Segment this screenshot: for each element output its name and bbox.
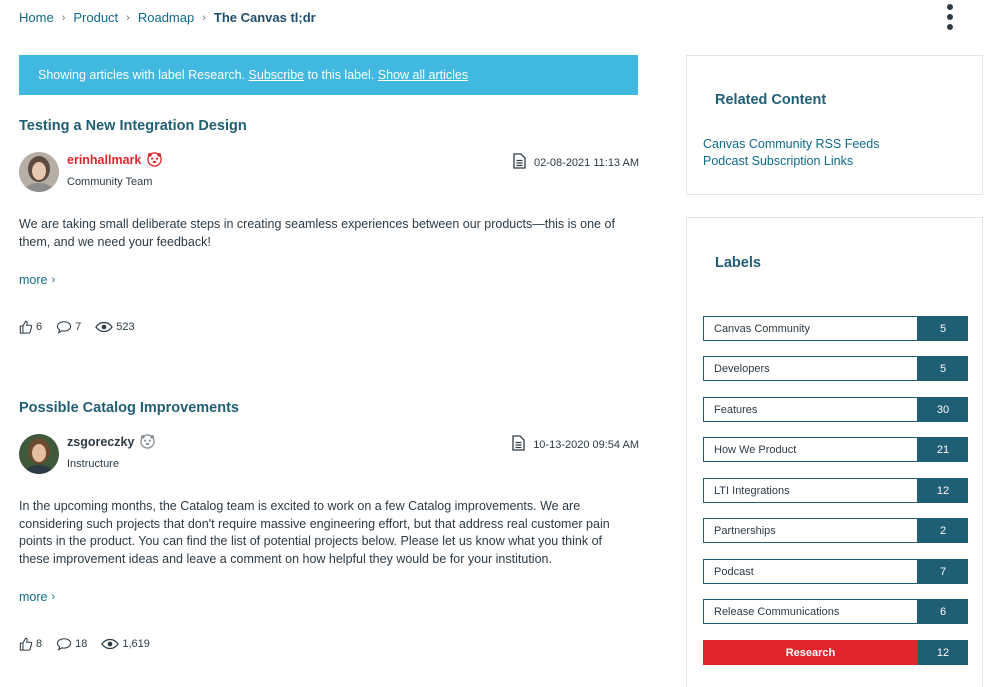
label-partnerships[interactable]: [703, 518, 968, 543]
label-release-communications[interactable]: [703, 599, 968, 624]
article-stats: [19, 320, 149, 334]
article-date: 10-13-2020 09:54 AM: [533, 438, 639, 451]
labels-panel: [686, 217, 983, 687]
comment-stat[interactable]: [56, 637, 87, 651]
author-name[interactable]: zsgoreczky: [67, 434, 135, 449]
rank-badge-icon: [140, 434, 155, 449]
like-stat[interactable]: [19, 320, 42, 334]
show-all-articles-link[interactable]: Show all articles: [377, 68, 469, 82]
label-count: 2: [918, 518, 968, 543]
label-features[interactable]: [703, 397, 968, 422]
comment-count: 7: [75, 321, 82, 333]
article-excerpt: We are taking small deliberate steps in creating seamless experiences between our products—this is one of them, and we need your feedback!: [19, 217, 615, 249]
related-content-panel: [686, 55, 983, 195]
label-count: 21: [918, 437, 968, 462]
chevron-right-icon: ›: [126, 11, 130, 24]
label-name: Partnerships: [703, 518, 918, 543]
label-name: Developers: [703, 356, 918, 381]
article-date-row: [512, 435, 639, 454]
label-podcast[interactable]: [703, 559, 968, 584]
article-card: [19, 118, 639, 348]
label-filter-banner: [19, 55, 638, 95]
labels-title: Labels: [715, 255, 761, 271]
article-excerpt: In the upcoming months, the Catalog team is excited to work on a few Catalog improvements. We are considering such projects that don't require massive engineering effort, but that address real customer pain points in the product. You can find the list of potential projects below. Please let us know what you think of these improvement ideas and leave a comment on how helpful they would be for your institution.: [19, 499, 610, 566]
label-research[interactable]: [703, 640, 968, 665]
view-stat: [95, 321, 134, 333]
banner-text: Showing articles with label Research.: [38, 68, 249, 82]
label-how-we-product[interactable]: [703, 437, 968, 462]
comment-icon: [56, 320, 72, 334]
podcast-subscription-link[interactable]: Podcast Subscription Links: [703, 154, 854, 168]
author-role: Community Team: [67, 176, 153, 188]
article-date: 02-08-2021 11:13 AM: [534, 156, 639, 169]
like-count: 6: [36, 321, 43, 333]
label-name: Release Communications: [703, 599, 918, 624]
more-link[interactable]: [19, 590, 55, 604]
author-row: [19, 434, 155, 474]
more-link[interactable]: [19, 273, 55, 287]
comment-icon: [56, 637, 72, 651]
more-options-icon[interactable]: [944, 4, 956, 30]
like-count: 8: [36, 638, 43, 650]
banner-text-middle: to this label.: [304, 68, 378, 82]
view-stat: [101, 638, 150, 650]
article-date-row: [513, 153, 639, 172]
label-count: 5: [918, 316, 968, 341]
breadcrumb-home[interactable]: Home: [19, 10, 54, 25]
label-lti-integrations[interactable]: [703, 478, 968, 503]
label-count: 7: [918, 559, 968, 584]
rss-feeds-link[interactable]: Canvas Community RSS Feeds: [703, 137, 880, 151]
breadcrumb: [19, 10, 316, 25]
label-name: Canvas Community: [703, 316, 918, 341]
subscribe-link[interactable]: Subscribe: [248, 68, 305, 82]
label-count: 6: [918, 599, 968, 624]
like-stat[interactable]: [19, 637, 42, 651]
author-row: [19, 152, 162, 192]
label-name: Features: [703, 397, 918, 422]
label-canvas-community[interactable]: [703, 316, 968, 341]
chevron-right-icon: ›: [202, 11, 206, 24]
label-count: 12: [918, 640, 968, 665]
label-name: Research: [703, 640, 918, 665]
article-stats: [19, 637, 164, 651]
chevron-right-icon: ›: [61, 11, 66, 24]
avatar[interactable]: [19, 152, 59, 192]
breadcrumb-roadmap[interactable]: Roadmap: [137, 10, 195, 25]
author-role: Instructure: [67, 458, 119, 470]
label-count: 5: [918, 356, 968, 381]
comment-count: 18: [75, 638, 88, 650]
label-name: How We Product: [703, 437, 918, 462]
label-developers[interactable]: [703, 356, 968, 381]
more-label: more: [19, 590, 48, 604]
view-count: 523: [116, 321, 135, 333]
eye-icon: [95, 321, 113, 333]
chevron-right-icon: ›: [51, 274, 56, 286]
thumbs-up-icon: [19, 320, 33, 334]
label-name: LTI Integrations: [703, 478, 918, 503]
more-label: more: [19, 273, 48, 287]
rank-badge-icon: [147, 152, 162, 167]
document-icon: [513, 153, 526, 172]
label-count: 12: [918, 478, 968, 503]
related-content-title: Related Content: [715, 92, 827, 108]
comment-stat[interactable]: [56, 320, 81, 334]
breadcrumb-product[interactable]: Product: [73, 10, 119, 25]
thumbs-up-icon: [19, 637, 33, 651]
document-icon: [512, 435, 525, 454]
author-name[interactable]: erinhallmark: [67, 152, 142, 167]
eye-icon: [101, 638, 119, 650]
label-count: 30: [918, 397, 968, 422]
label-name: Podcast: [703, 559, 918, 584]
article-title[interactable]: Testing a New Integration Design: [19, 118, 247, 134]
avatar[interactable]: [19, 434, 59, 474]
article-title[interactable]: Possible Catalog Improvements: [19, 400, 239, 416]
breadcrumb-current: The Canvas tl;dr: [213, 10, 316, 25]
view-count: 1,619: [122, 638, 150, 650]
article-card: [19, 400, 639, 670]
chevron-right-icon: ›: [51, 591, 56, 603]
